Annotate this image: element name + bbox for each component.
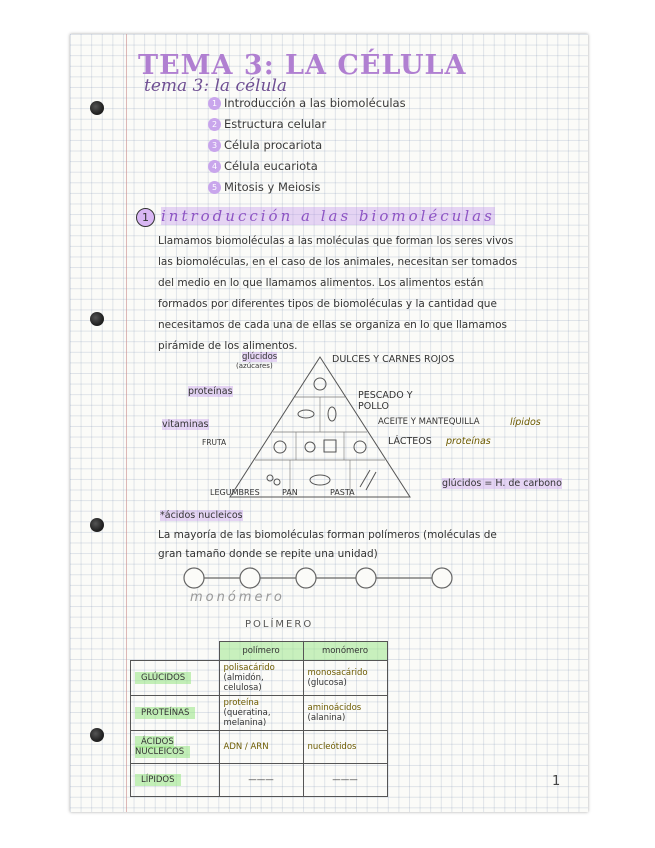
index-item: 3 Célula procariota xyxy=(208,138,322,152)
pyramid-label: FRUTA xyxy=(202,438,227,447)
paragraph-line: del medio en lo que llamamos alimentos. Los alimentos están xyxy=(158,277,484,289)
page-number: 1 xyxy=(552,774,561,789)
nucleic-heading: *ácidos nucleicos xyxy=(160,510,243,521)
pyramid-label: ACEITE Y MANTEQUILLA xyxy=(378,417,480,427)
index-item: 1 Introducción a las biomoléculas xyxy=(208,96,406,110)
pyramid-label: LÁCTEOS xyxy=(388,436,432,447)
paragraph-line: gran tamaño donde se repite una unidad) xyxy=(158,548,378,560)
page-title: TEMA 3: LA CÉLULA xyxy=(138,50,467,81)
pyramid-label: glúcidos xyxy=(242,352,278,362)
table-row: LÍPIDOS ——— ——— xyxy=(131,764,388,797)
section-title: introducción a las biomoléculas xyxy=(161,207,495,225)
pyramid-label: DULCES Y CARNES ROJOS xyxy=(332,354,455,365)
table-row: PROTEÍNAS proteína (queratina, melanina) aminoácidos (alanina) xyxy=(131,696,388,731)
paragraph-line: Llamamos biomoléculas a las moléculas que forman los seres vivos xyxy=(158,235,514,247)
punch-hole xyxy=(90,728,104,742)
table-header: monómero xyxy=(303,642,387,661)
index-item: 5 Mitosis y Meiosis xyxy=(208,180,320,194)
index-item: 4 Célula eucariota xyxy=(208,159,318,173)
pyramid-label: vitaminas xyxy=(162,419,209,430)
pyramid-label: PESCADO Y POLLO xyxy=(358,390,413,412)
notebook-page xyxy=(70,34,588,812)
biomolecule-table xyxy=(130,641,388,797)
monomer-label: monómero xyxy=(190,590,285,605)
index-item: 2 Estructura celular xyxy=(208,117,326,131)
pyramid-label: PAN xyxy=(282,488,298,497)
paragraph-line: La mayoría de las biomoléculas forman polímeros (moléculas de xyxy=(158,529,497,541)
paragraph-line: pirámide de los alimentos. xyxy=(158,340,298,352)
punch-hole xyxy=(90,101,104,115)
table-header: polímero xyxy=(219,642,303,661)
pyramid-tag: lípidos xyxy=(510,417,541,428)
paragraph-line: las biomoléculas, en el caso de los animales, necesitan ser tomados xyxy=(158,256,518,268)
margin-line xyxy=(126,34,127,812)
section-heading xyxy=(136,206,495,227)
pyramid-label: proteínas xyxy=(188,386,233,397)
pyramid-tag: glúcidos = H. de carbono xyxy=(442,478,562,489)
pyramid-label: (azúcares) xyxy=(236,362,273,370)
food-pyramid xyxy=(210,352,430,502)
punch-hole xyxy=(90,312,104,326)
punch-hole xyxy=(90,518,104,532)
section-number: 1 xyxy=(136,208,155,227)
paragraph-line: necesitamos de cada una de ellas se organiza en lo que llamamos xyxy=(158,319,508,331)
page-title-underlay: tema 3: la célula xyxy=(144,76,288,96)
polymer-label: POLÍMERO xyxy=(245,619,314,630)
table-row: ÁCIDOS NUCLEICOS ADN / ARN nucleótidos xyxy=(131,731,388,764)
pyramid-tag: proteínas xyxy=(446,436,491,447)
paragraph-line: formados por diferentes tipos de biomoléculas y la cantidad que xyxy=(158,298,497,310)
pyramid-label: PASTA xyxy=(330,488,355,497)
pyramid-label: LEGUMBRES xyxy=(210,488,260,497)
table-row: GLÚCIDOS polisacárido (almidón, celulosa) monosacárido (glucosa) xyxy=(131,661,388,696)
